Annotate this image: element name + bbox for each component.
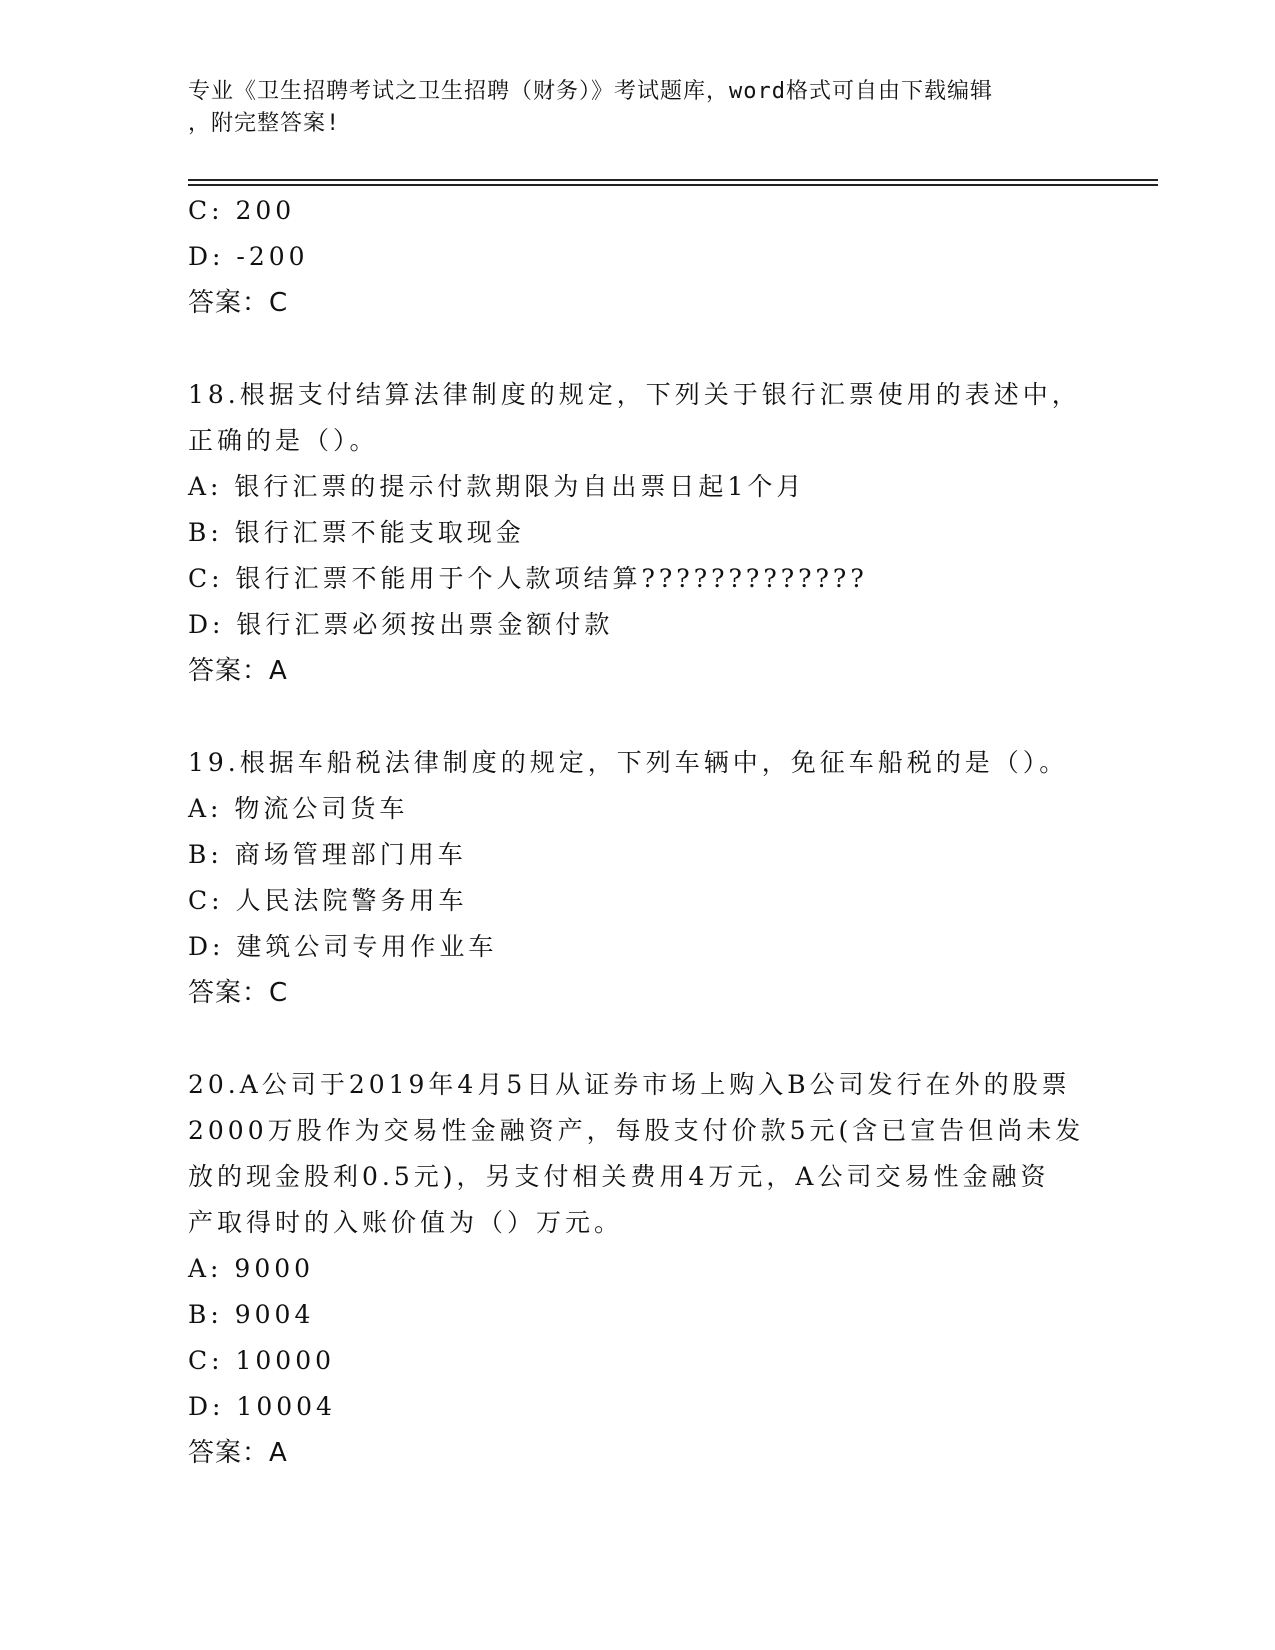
option-d: D: 建筑公司专用作业车 (188, 932, 498, 961)
option-b: B: 银行汇票不能支取现金 (188, 518, 525, 547)
option-b: B: 9004 (188, 1300, 315, 1329)
spacer (188, 694, 1088, 740)
option-a: A: 银行汇票的提示付款期限为自出票日起1个月 (188, 472, 806, 501)
answer-label: 答案：A (188, 656, 288, 686)
question-20 (188, 1062, 1088, 1476)
question-stem: 正确的是（）。 (188, 426, 379, 455)
header-line-2: ，附完整答案! (188, 111, 341, 136)
question-stem: 20.A公司于2019年4月5日从证券市场上购入B公司发行在外的股票 (188, 1070, 1071, 1099)
option-a: A: 物流公司货车 (188, 794, 409, 823)
option-c: C: 200 (188, 196, 296, 225)
document-header (188, 76, 1088, 140)
answer-label: 答案：A (188, 1438, 288, 1468)
answer-label: 答案：C (188, 288, 289, 318)
question-stem: 放的现金股利0.5元)，另支付相关费用4万元，A公司交易性金融资 (188, 1162, 1050, 1191)
question-17-tail (188, 188, 1088, 326)
header-divider-top (188, 179, 1158, 181)
option-a: A: 9000 (188, 1254, 315, 1283)
option-d: D: 10004 (188, 1392, 336, 1421)
option-d: D: -200 (188, 242, 309, 271)
header-divider-bottom (188, 184, 1158, 186)
spacer (188, 1016, 1088, 1062)
question-stem: 2000万股作为交易性金融资产，每股支付价款5元(含已宣告但尚未发 (188, 1116, 1085, 1145)
question-list (188, 188, 1088, 1476)
option-b: B: 商场管理部门用车 (188, 840, 467, 869)
question-stem: 产取得时的入账价值为（）万元。 (188, 1208, 624, 1237)
option-c: C: 银行汇票不能用于个人款项结算????????????? (188, 564, 868, 593)
spacer (188, 326, 1088, 372)
option-d: D: 银行汇票必须按出票金额付款 (188, 610, 614, 639)
question-stem: 18.根据支付结算法律制度的规定，下列关于银行汇票使用的表述中， (188, 380, 1081, 409)
question-19 (188, 740, 1088, 1016)
header-line-1: 专业《卫生招聘考试之卫生招聘（财务）》考试题库，word格式可自由下载编辑 (188, 79, 993, 104)
option-c: C: 10000 (188, 1346, 336, 1375)
option-c: C: 人民法院警务用车 (188, 886, 468, 915)
question-18 (188, 372, 1088, 694)
question-stem: 19.根据车船税法律制度的规定，下列车辆中，免征车船税的是（）。 (188, 748, 1069, 777)
answer-label: 答案：C (188, 978, 289, 1008)
